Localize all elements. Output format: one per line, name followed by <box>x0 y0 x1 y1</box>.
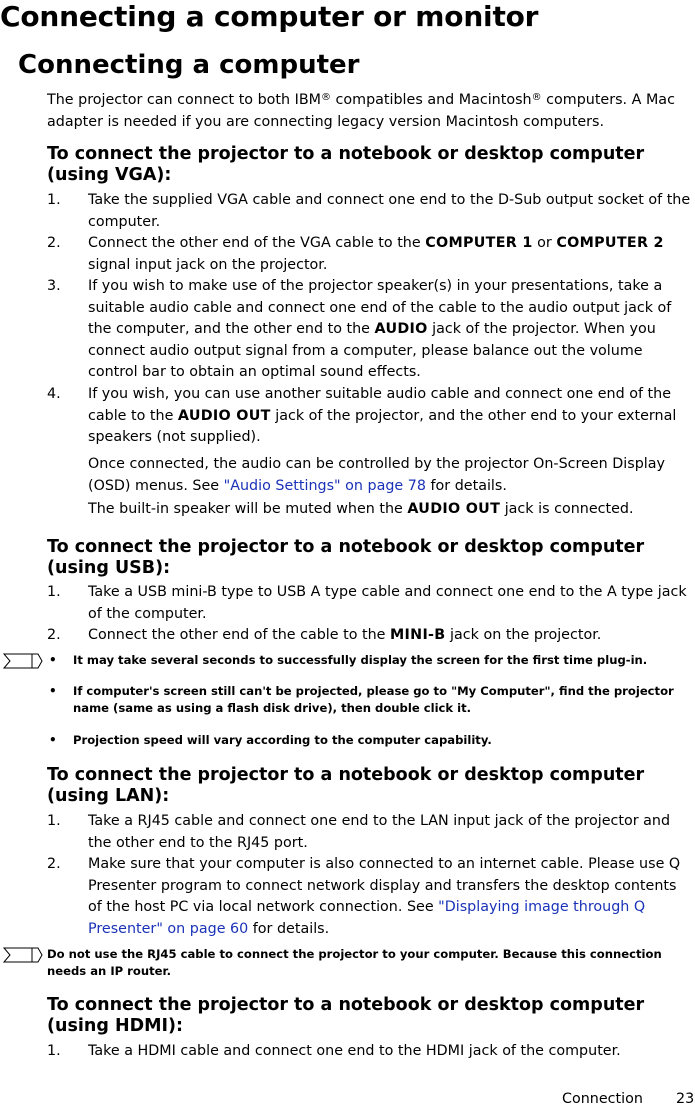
step-number: 1. <box>47 1043 61 1059</box>
usb-note-3: Projection speed will vary according to the computer capability. <box>73 733 492 747</box>
step-number: 2. <box>47 627 61 643</box>
pencil-note-icon <box>2 652 44 670</box>
usb-step-2: Connect the other end of the cable to the MINI-B jack on the projector. <box>88 627 602 643</box>
vga-subheading: To connect the projector to a notebook or desktop computer (using VGA): <box>47 144 645 185</box>
pencil-note-icon <box>2 946 44 964</box>
q-presenter-link[interactable]: "Displaying image through Q Presenter" on page 60 <box>88 899 646 937</box>
intro-paragraph: The projector can connect to both IBM® compatibles and Macintosh® computers. A Mac adapter is needed if you are connecting legacy version Macintosh computers. <box>47 92 675 130</box>
hdmi-step-1: Take a HDMI cable and connect one end to the HDMI jack of the computer. <box>88 1043 621 1059</box>
vga-step-1: Take the supplied VGA cable and connect one end to the D-Sub output socket of the computer. <box>88 192 691 230</box>
footer-section: Connection <box>562 1091 643 1107</box>
audio-settings-link[interactable]: "Audio Settings" on page 78 <box>223 477 426 494</box>
step-number: 2. <box>47 856 61 872</box>
bullet: • <box>49 684 57 698</box>
section-title: Connecting a computer <box>18 50 360 80</box>
usb-note-2: If computer's screen still can't be projected, please go to "My Computer", find the projector name (same as using a flash disk drive), then double click it. <box>73 684 674 715</box>
step-number: 3. <box>47 278 61 294</box>
registered-mark: ® <box>531 92 542 103</box>
vga-audio-paragraph: Once connected, the audio can be controlled by the projector On-Screen Display (OSD) menus. See "Audio Settings" on page 78 for details. <box>88 456 665 494</box>
step-number: 2. <box>47 235 61 251</box>
vga-mute-paragraph: The built-in speaker will be muted when the AUDIO OUT jack is connected. <box>88 501 634 517</box>
usb-note-1: It may take several seconds to successfully display the screen for the first time plug-in. <box>73 653 648 667</box>
usb-subheading: To connect the projector to a notebook or desktop computer (using USB): <box>47 537 645 578</box>
hdmi-subheading: To connect the projector to a notebook or desktop computer (using HDMI): <box>47 995 645 1036</box>
step-number: 1. <box>47 813 61 829</box>
lan-step-2: Make sure that your computer is also connected to an internet cable. Please use Q Presenter program to connect network display and transfers the desktop contents of the host PC via local network connection. See "Displaying image through Q Presenter" on page 60 for details. <box>88 856 681 937</box>
registered-mark: ® <box>320 92 331 103</box>
vga-step-4: If you wish, you can use another suitable audio cable and connect one end of the cable to the AUDIO OUT jack of the projector, and the other end to your external speakers (not supplied). <box>88 386 677 445</box>
page-number: 23 <box>676 1091 695 1107</box>
bullet: • <box>49 733 57 747</box>
step-number: 1. <box>47 192 61 208</box>
vga-step-3: If you wish to make use of the projector speaker(s) in your presentations, take a suitable audio cable and connect one end of the cable to the audio output jack of the computer, and the other end to the AUDIO jack of the projector. When you connect audio output signal from a computer, please balance out the volume control bar to obtain an optimal sound effects. <box>88 278 672 380</box>
page-title: Connecting a computer or monitor <box>0 0 539 33</box>
usb-step-1: Take a USB mini-B type to USB A type cable and connect one end to the A type jack of the computer. <box>88 584 687 622</box>
lan-note: Do not use the RJ45 cable to connect the projector to your computer. Because this connection needs an IP router. <box>47 947 662 978</box>
step-number: 4. <box>47 386 61 402</box>
bullet: • <box>49 653 57 667</box>
lan-step-1: Take a RJ45 cable and connect one end to the LAN input jack of the projector and the other end to the RJ45 port. <box>88 813 671 851</box>
vga-step-2: Connect the other end of the VGA cable to the COMPUTER 1 or COMPUTER 2 signal input jack on the projector. <box>88 235 664 273</box>
lan-subheading: To connect the projector to a notebook or desktop computer (using LAN): <box>47 765 645 806</box>
step-number: 1. <box>47 584 61 600</box>
